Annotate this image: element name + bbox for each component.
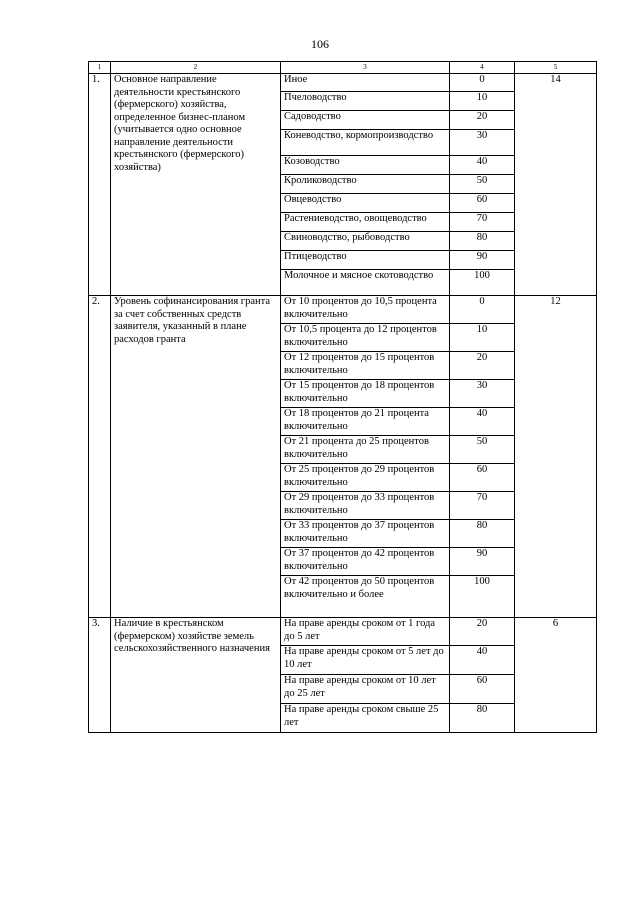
criterion-weight: 12 (515, 296, 597, 618)
option-label: Иное (281, 74, 450, 92)
option-score: 100 (450, 576, 515, 618)
header-cell-2: 2 (111, 62, 281, 74)
option-label: Овцеводство (281, 194, 450, 213)
option-score: 60 (450, 464, 515, 492)
criterion-weight: 14 (515, 74, 597, 296)
option-score: 0 (450, 296, 515, 324)
option-score: 90 (450, 251, 515, 270)
option-label: От 10 процентов до 10,5 процента включительно (281, 296, 450, 324)
option-label: Коневодство, кормопроизводство (281, 130, 450, 156)
option-label: От 25 процентов до 29 процентов включительно (281, 464, 450, 492)
header-cell-4: 4 (450, 62, 515, 74)
option-label: От 12 процентов до 15 процентов включительно (281, 352, 450, 380)
option-label: Козоводство (281, 156, 450, 175)
option-score: 70 (450, 492, 515, 520)
option-label: Пчеловодство (281, 92, 450, 111)
option-label: От 15 процентов до 18 процентов включительно (281, 380, 450, 408)
option-score: 60 (450, 675, 515, 704)
option-score: 20 (450, 618, 515, 646)
option-score: 70 (450, 213, 515, 232)
option-label: Птицеводство (281, 251, 450, 270)
option-label: На праве аренды сроком от 1 года до 5 лет (281, 618, 450, 646)
option-label: От 42 процентов до 50 процентов включительно и более (281, 576, 450, 618)
option-label: На праве аренды сроком свыше 25 лет (281, 704, 450, 733)
header-cell-5: 5 (515, 62, 597, 74)
option-label: На праве аренды сроком от 5 лет до 10 лет (281, 646, 450, 675)
option-score: 50 (450, 436, 515, 464)
criterion-number: 2. (89, 296, 111, 618)
option-score: 80 (450, 704, 515, 733)
option-label: От 10,5 процента до 12 процентов включительно (281, 324, 450, 352)
criterion-weight: 6 (515, 618, 597, 733)
header-cell-1: 1 (89, 62, 111, 74)
criterion-name: Уровень софинансирования гранта за счет собственных средств заявителя, указанный в плане расходов гранта (111, 296, 281, 618)
option-label: На праве аренды сроком от 10 лет до 25 лет (281, 675, 450, 704)
header-cell-3: 3 (281, 62, 450, 74)
option-score: 40 (450, 408, 515, 436)
option-label: От 29 процентов до 33 процентов включительно (281, 492, 450, 520)
option-score: 0 (450, 74, 515, 92)
option-score: 30 (450, 130, 515, 156)
option-label: Садоводство (281, 111, 450, 130)
criterion-number: 3. (89, 618, 111, 733)
option-label: От 21 процента до 25 процентов включительно (281, 436, 450, 464)
option-label: От 18 процентов до 21 процента включительно (281, 408, 450, 436)
option-label: Растениеводство, овощеводство (281, 213, 450, 232)
page-number: 106 (311, 37, 329, 51)
criterion-name: Основное направление деятельности крестьянского (фермерского) хозяйства, определенное бизнес-планом (учитывается одно основное направление деятельности крестьянского (фермерского) хозяйства) (111, 74, 281, 296)
option-score: 90 (450, 548, 515, 576)
option-score: 20 (450, 352, 515, 380)
option-score: 10 (450, 92, 515, 111)
option-score: 20 (450, 111, 515, 130)
option-label: Кролиководство (281, 175, 450, 194)
criteria-table (88, 61, 597, 733)
table-row (89, 74, 597, 92)
option-score: 30 (450, 380, 515, 408)
criterion-name: Наличие в крестьянском (фермерском) хозяйстве земель сельскохозяйственного назначения (111, 618, 281, 733)
option-label: Свиноводство, рыбоводство (281, 232, 450, 251)
option-score: 60 (450, 194, 515, 213)
criteria-body (89, 74, 597, 733)
option-score: 40 (450, 646, 515, 675)
header-row (89, 62, 597, 74)
table-row (89, 618, 597, 646)
criterion-number: 1. (89, 74, 111, 296)
option-score: 80 (450, 520, 515, 548)
table-row (89, 296, 597, 324)
option-score: 40 (450, 156, 515, 175)
option-score: 80 (450, 232, 515, 251)
option-score: 100 (450, 270, 515, 296)
option-score: 50 (450, 175, 515, 194)
option-label: Молочное и мясное скотоводство (281, 270, 450, 296)
option-label: От 33 процентов до 37 процентов включительно (281, 520, 450, 548)
option-label: От 37 процентов до 42 процентов включительно (281, 548, 450, 576)
option-score: 10 (450, 324, 515, 352)
